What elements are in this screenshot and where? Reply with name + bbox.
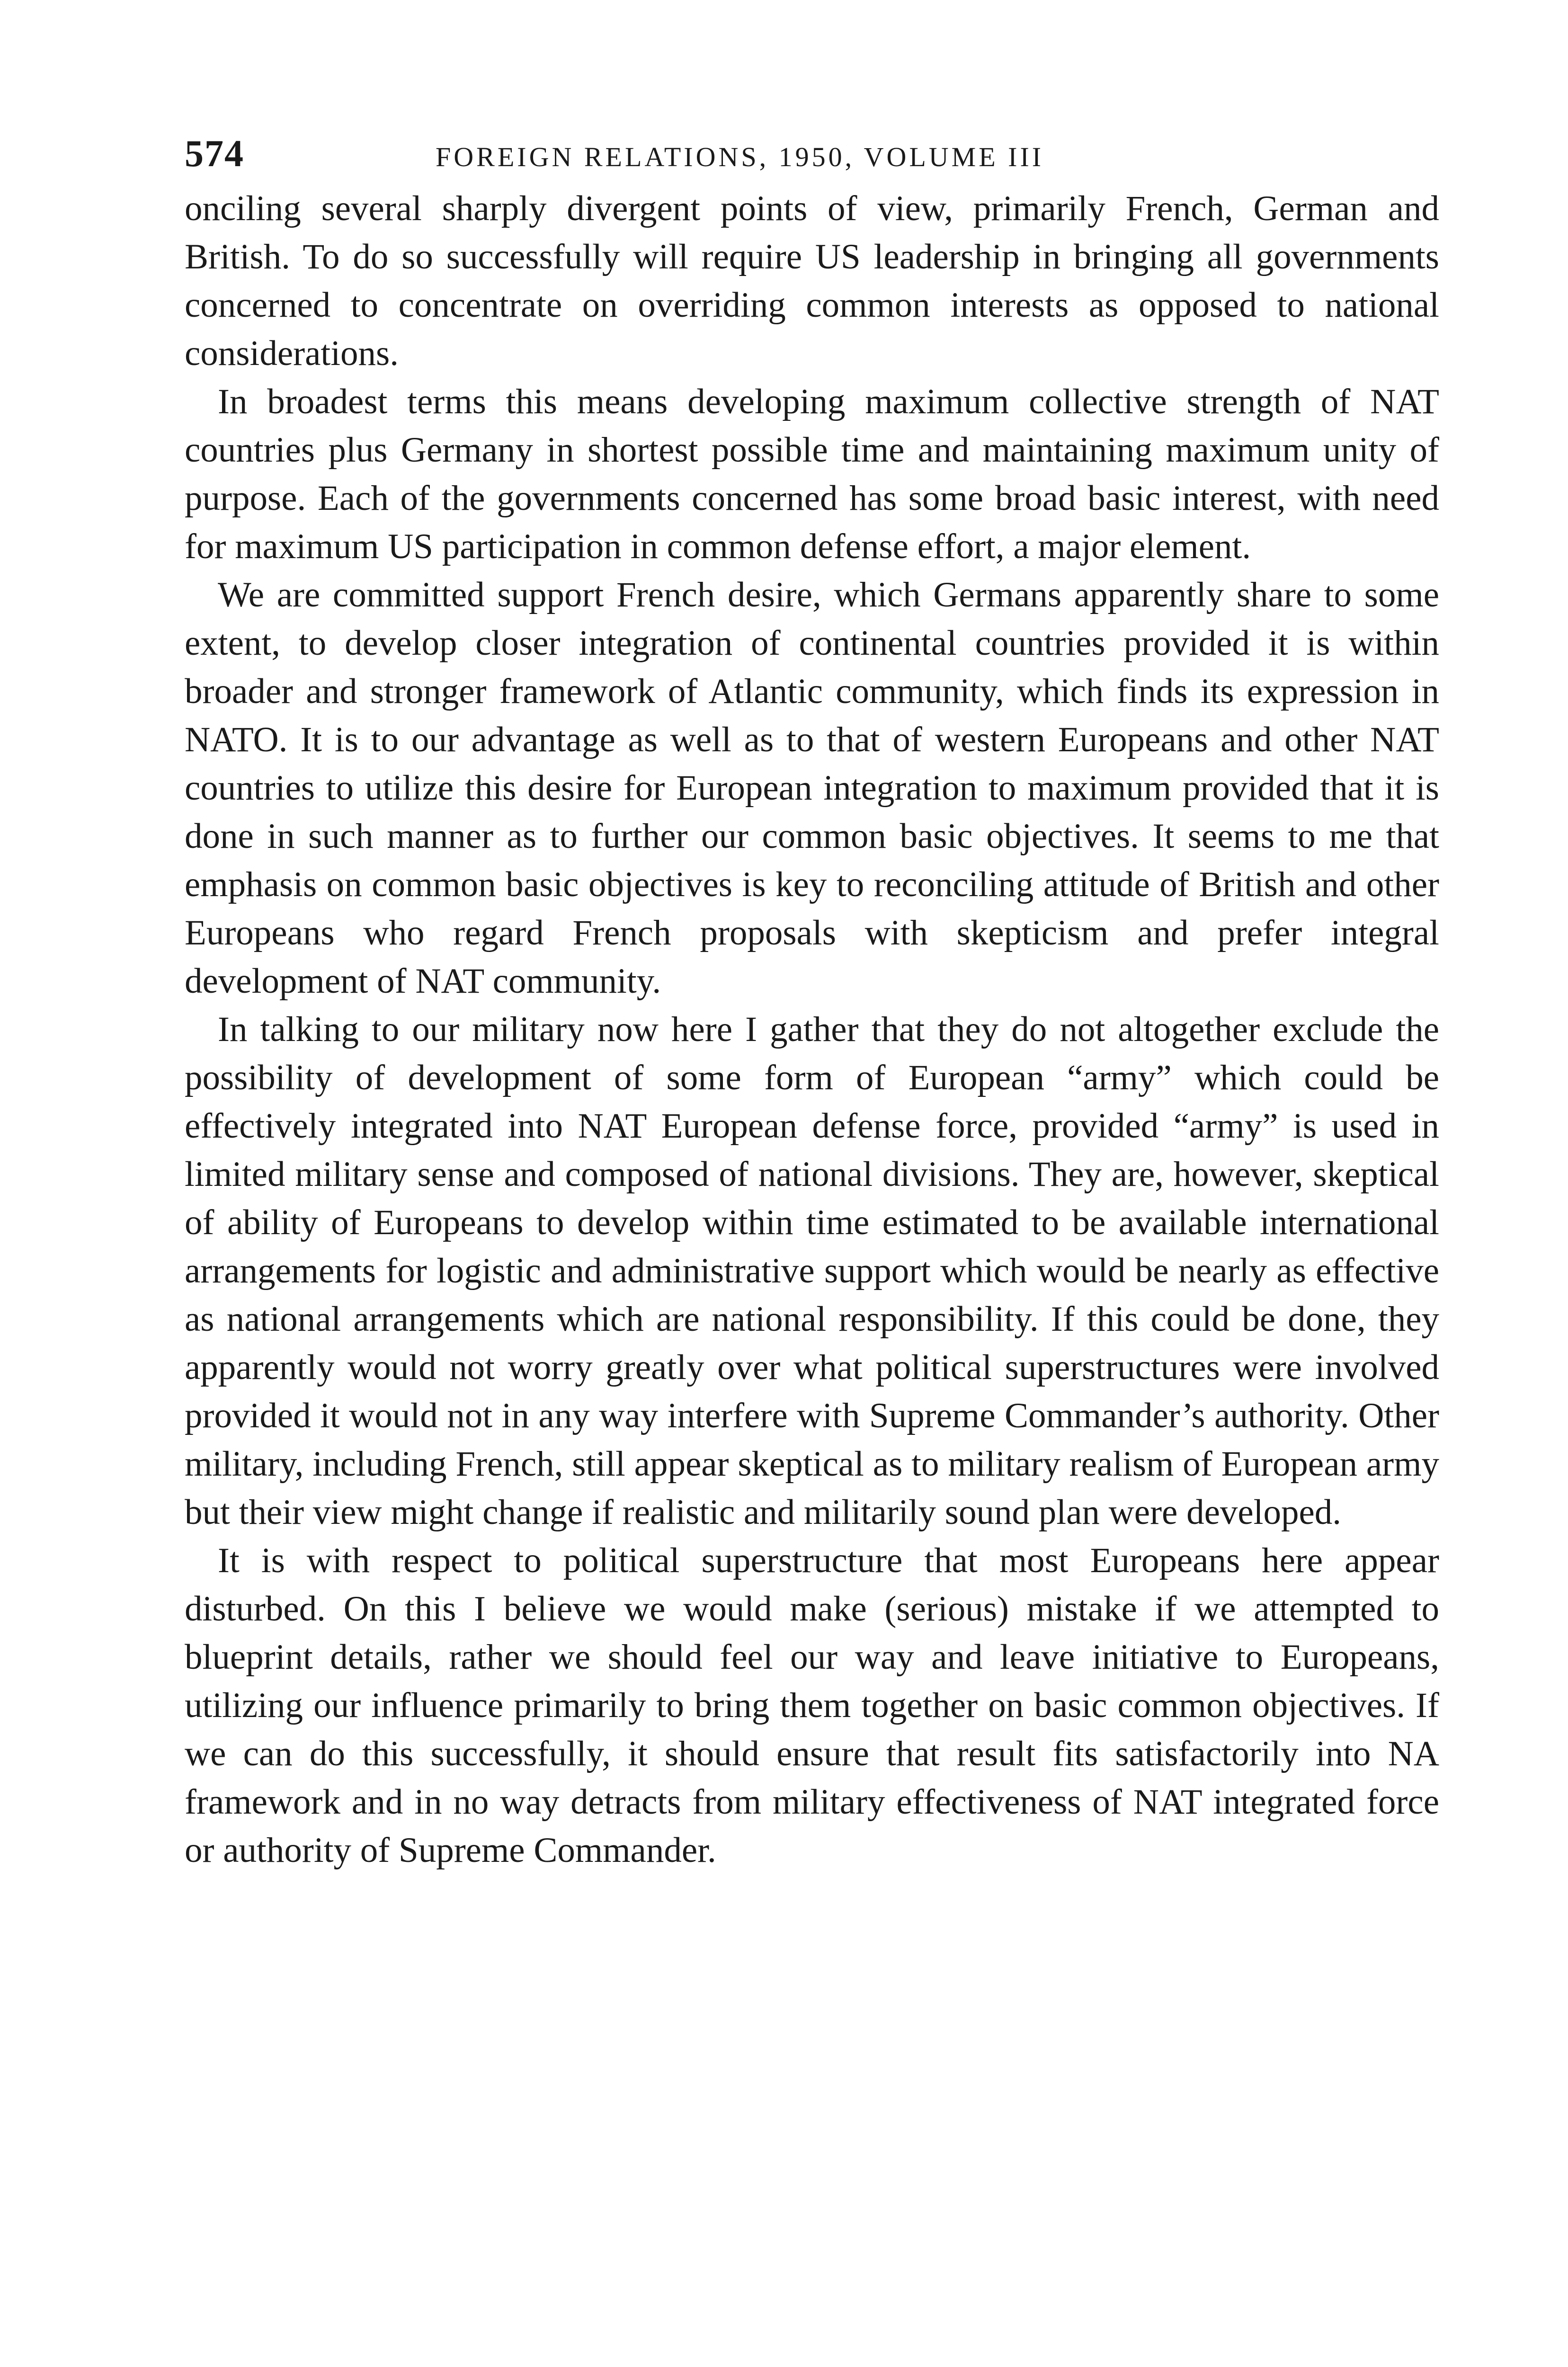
paragraph: In talking to our military now here I gather that they do not altogether exclude the possibility of development of some form of European “army” which could be effectively integrated into NAT European defense force, provided “army” is used in limited military sense and composed of national divisions. They are, however, skeptical of ability of Europeans to develop within time estimated to be available international arrangements for logistic and administrative support which would be nearly as effective as national arrangements which are national responsibility. If this could be done, they apparently would not worry greatly over what political superstructures were involved provided it would not in any way interfere with Supreme Commander’s authority. Other military, including French, still appear skeptical as to military realism of European army but their view might change if realistic and militarily sound plan were developed. <box>185 1010 1439 1532</box>
body-text <box>170 185 1439 1875</box>
running-head <box>170 118 1439 175</box>
paragraph: It is with respect to political superstructure that most Europeans here appear disturbed. On this I believe we would make (serious) mistake if we attempted to blueprint details, rather we should feel our way and leave initiative to Europeans, utilizing our influence primarily to bring them together on basic common objectives. If we can do this successfully, it should ensure that result fits satisfactorily into NA framework and in no way detracts from military effectiveness of NAT integrated force or authority of Supreme Commander. <box>185 1541 1439 1870</box>
paragraph: We are committed support French desire, which Germans apparently share to some extent, to develop closer integration of continental countries provided it is within broader and stronger framework of Atlantic community, which finds its expression in NATO. It is to our advantage as well as to that of western Europeans and other NAT countries to utilize this desire for European integration to maximum provided that it is done in such manner as to further our common basic objectives. It seems to me that emphasis on common basic objectives is key to reconciling attitude of British and other Europeans who regard French proposals with skepticism and prefer integral development of NAT community. <box>185 575 1439 1001</box>
running-title: FOREIGN RELATIONS, 1950, VOLUME III <box>436 142 1044 172</box>
paragraph-continued: onciling several sharply divergent points of view, primarily French, German and British. To do so successfully will require US leadership in bringing all governments concerned to concentrate on overriding common interests as opposed to national considerations. <box>185 189 1439 373</box>
paragraph: In broadest terms this means developing maximum collective strength of NAT countries plus Germany in shortest possible time and maintaining maximum unity of purpose. Each of the governments concerned has some broad basic interest, with need for maximum US participation in common defense effort, a major element. <box>185 382 1439 566</box>
document-page <box>170 118 1439 1875</box>
page-number: 574 <box>185 133 244 175</box>
